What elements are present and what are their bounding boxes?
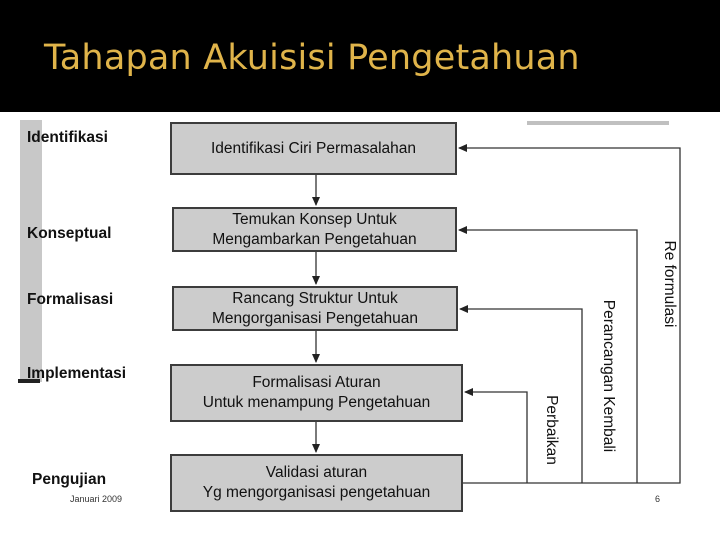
step-box-pengujian bbox=[170, 454, 463, 512]
step-text-line2: Untuk menampung Pengetahuan bbox=[202, 394, 431, 411]
step-box-konseptual bbox=[172, 207, 457, 252]
loop-label-perancangan-kembali: Perancangan Kembali bbox=[600, 299, 617, 453]
step-box-identifikasi bbox=[170, 122, 457, 175]
loop-perancangan-kembali bbox=[460, 309, 582, 483]
stage-label-pengujian: Pengujian bbox=[32, 471, 107, 488]
step-text-line1: Rancang Struktur Untuk bbox=[232, 289, 398, 307]
step-text-line2: Yg mengorganisasi pengetahuan bbox=[202, 484, 431, 501]
loop-label-perbaikan: Perbaikan bbox=[543, 395, 560, 465]
stage-label-formalisasi: Formalisasi bbox=[27, 291, 114, 308]
step-text-line1: Identifikasi Ciri Permasalahan bbox=[210, 139, 417, 157]
step-text-line2: Mengorganisasi Pengetahuan bbox=[212, 309, 418, 327]
footer-date: Januari 2009 bbox=[70, 494, 123, 504]
stage-label-konseptual: Konseptual bbox=[27, 225, 112, 242]
step-text-line1: Validasi aturan bbox=[265, 464, 368, 481]
footer-page-number: 6 bbox=[655, 494, 661, 504]
stage-label-identifikasi: Identifikasi bbox=[27, 129, 108, 146]
stage-label-implementasi: Implementasi bbox=[27, 365, 127, 382]
step-text-line1: Formalisasi Aturan bbox=[252, 374, 381, 391]
loop-perbaikan bbox=[465, 392, 527, 483]
step-box-implementasi bbox=[170, 364, 463, 422]
slide-title: Tahapan Akuisisi Pengetahuan bbox=[44, 38, 580, 78]
step-text-line2: Mengambarkan Pengetahuan bbox=[212, 230, 417, 248]
loop-label-reformulasi: Re formulasi bbox=[661, 240, 678, 328]
step-box-formalisasi bbox=[172, 286, 458, 331]
step-text-line1: Temukan Konsep Untuk bbox=[232, 210, 397, 228]
loop-reformulasi-outer bbox=[459, 148, 680, 483]
